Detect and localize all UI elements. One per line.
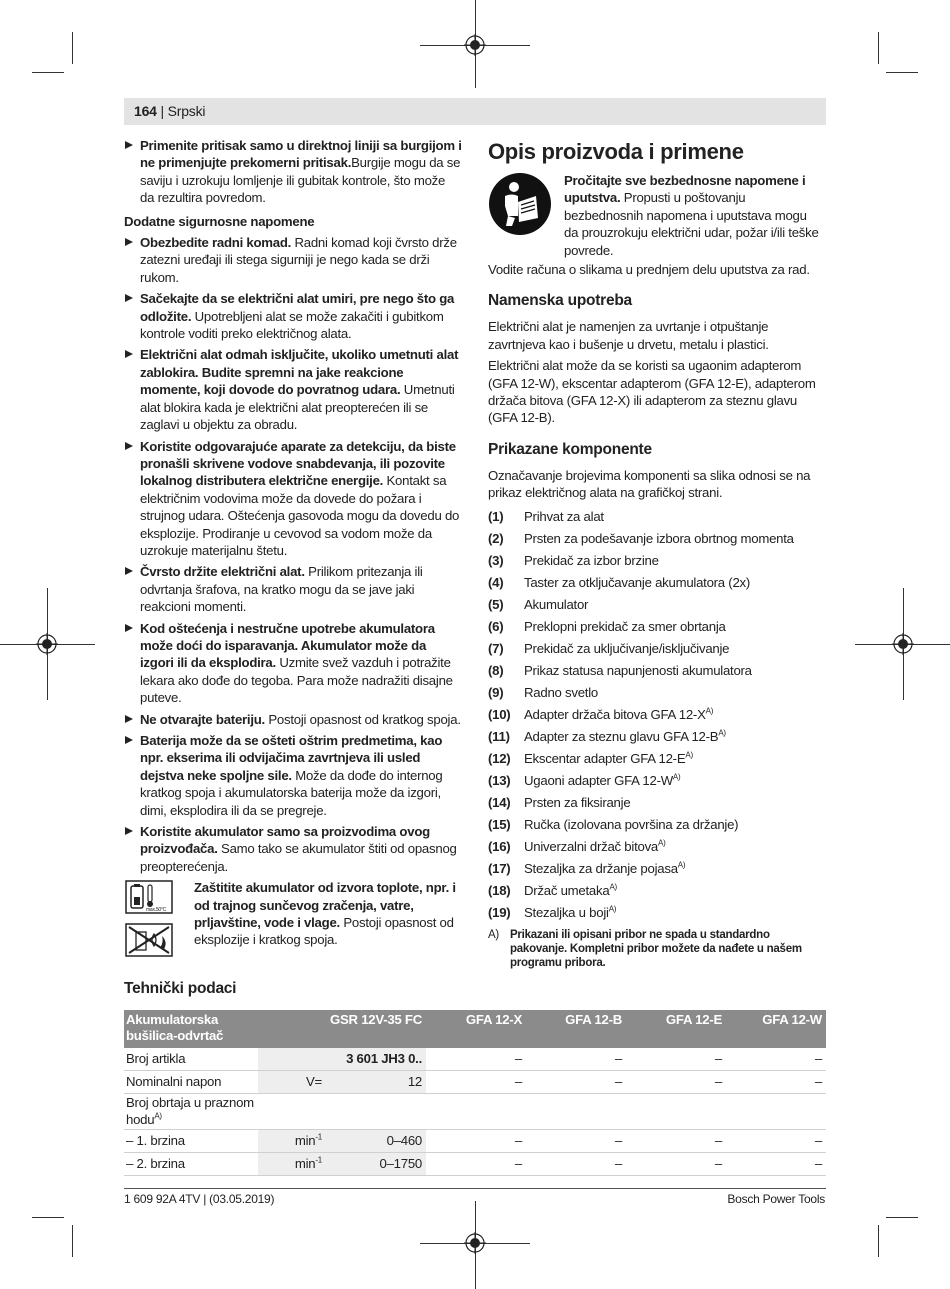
row-accessory-value: – [814, 1133, 822, 1149]
row-unit [258, 1094, 324, 1130]
components-footnote [488, 928, 823, 970]
read-manual-icon [488, 172, 552, 236]
component-number: (13) [488, 772, 511, 788]
component-item [488, 728, 823, 750]
safety-bullet [124, 711, 462, 728]
row-unit [258, 1152, 324, 1175]
row-value: 12 [324, 1071, 426, 1094]
component-item [488, 772, 823, 794]
row-accessory-value: – [514, 1156, 522, 1172]
component-item [488, 684, 823, 706]
read-warning-bold: Pročitajte sve bezbednosne napomene i uputstva. [564, 173, 806, 206]
component-number: (5) [488, 596, 504, 612]
bullet-bold: Sačekajte da se električni alat umiri, pre nego što ga odložite. [140, 291, 455, 324]
component-label-text: Taster za otključavanje akumulatora (2x) [524, 574, 751, 590]
component-label [524, 838, 666, 855]
bullet-bold: Obezbedite radni komad. [140, 235, 292, 251]
component-number: (2) [488, 530, 504, 546]
component-footnote-ref: A) [677, 860, 686, 870]
safety-bullet [124, 346, 462, 433]
row-label-text: Broj artikla [126, 1051, 186, 1067]
component-number: (18) [488, 882, 511, 898]
tech-data-body [124, 1048, 826, 1175]
bullet-text: Kontakt sa električnim vodovima može da dovede do požara i strujnog udara. Oštećenja gasovoda mogu da dovedu do eksplozije. Prodiranje u cevovod sa vodom može da uzrokuje materijalnu štetu. [140, 473, 460, 558]
component-label-text: Držač umetaka [524, 882, 610, 898]
bullet-bold: Koristite akumulator samo sa proizvodima ovog proizvođača. [140, 824, 430, 857]
component-label-text: Akumulator [524, 596, 589, 612]
row-value: 0–1750 [324, 1152, 426, 1175]
component-label [524, 706, 713, 723]
bullet-text: Samo tako se akumulator štiti od opasnog preopterećenja. [140, 841, 457, 874]
component-footnote-ref: A) [672, 772, 681, 782]
bullet-text: Umetnuti alat blokira kada je električni alat preopterećen ili se zaglavi u objektu za obradu. [140, 382, 455, 433]
component-number: (4) [488, 574, 504, 590]
intended-use-heading: Namenska upotreba [488, 292, 632, 310]
component-item [488, 618, 823, 640]
component-label [524, 728, 726, 745]
component-item [488, 816, 823, 838]
component-number: (3) [488, 552, 504, 568]
component-label [524, 816, 738, 833]
component-number: (11) [488, 728, 510, 744]
component-number: (7) [488, 640, 504, 656]
row-unit-text: V= [306, 1074, 322, 1090]
battery-temperature-icon [124, 879, 174, 915]
battery-warning-bold: Zaštitite akumulator od izvora toplote, npr. i od trajnog sunčevog zračenja, vatre, prljavštine, vode i vlage. [194, 880, 456, 931]
bullet-text: Uzmite svež vazduh i potražite lekara ako dođe do tegoba. Para može nadražiti disajne puteve. [140, 655, 453, 706]
component-label [524, 772, 680, 789]
section-subheading: Dodatne sigurnosne napomene [124, 213, 315, 229]
no-water-fire-icon [124, 922, 174, 958]
battery-warning-text [194, 879, 462, 962]
tech-data-heading: Tehnički podaci [124, 980, 237, 997]
bullet-bold: Čvrsto držite električni alat. [140, 564, 305, 580]
component-label-text: Stezaljka za držanje pojasa [524, 860, 678, 876]
registration-target-icon [464, 1232, 486, 1254]
component-label [524, 684, 598, 701]
component-label [524, 904, 616, 921]
table-header-cell: GSR 12V-35 FC [324, 1010, 426, 1048]
table-header-cell: GFA 12-B [526, 1010, 626, 1048]
component-label [524, 640, 729, 657]
component-number: (8) [488, 662, 504, 678]
page-number: 164 [134, 103, 157, 119]
component-label [524, 618, 726, 635]
row-label [124, 1048, 258, 1071]
right-column [488, 137, 823, 970]
page-header [124, 98, 826, 125]
safety-bullet [124, 290, 462, 342]
row-accessory-value: – [714, 1156, 722, 1172]
read-note: Vodite računa o slikama u prednjem delu uputstva za rad. [488, 262, 810, 278]
component-label [524, 596, 588, 613]
row-accessory-value: – [714, 1051, 722, 1067]
row-accessory-value: – [814, 1156, 822, 1172]
component-number: (14) [488, 794, 511, 810]
component-item [488, 530, 823, 552]
read-warning-text [564, 172, 823, 259]
left-column [124, 137, 462, 962]
row-label-text: – 1. brzina [126, 1133, 185, 1149]
component-label-text: Prsten za fiksiranje [524, 794, 631, 810]
component-label [524, 750, 693, 767]
footer-divider [124, 1188, 826, 1189]
row-unit-text: min [294, 1133, 316, 1149]
intended-use-paragraph: Električni alat može da se koristi sa ugaonim adapterom (GFA 12-W), ekscentar adapterom (GFA 12-E), adapterom držača bitova (GFA 12-X) ili adapterom za steznu glavu (GFA 12-B). [488, 358, 816, 426]
bullet-text: Postoji opasnost od kratkog spoja. [264, 711, 461, 727]
row-unit [258, 1071, 324, 1094]
component-number: (16) [488, 838, 511, 854]
footnote-label: A) [488, 928, 499, 941]
bullet-text: Burgije mogu da se saviju i uzrokuju lomljenje ili gubitak kontrole, što može da rezultira povredom. [140, 155, 461, 206]
row-label-text: – 2. brzina [126, 1156, 185, 1172]
page-header-text [134, 103, 205, 120]
safety-bullet [124, 438, 462, 560]
component-label [524, 662, 752, 679]
bullet-bold: Ne otvarajte bateriju. [140, 711, 265, 727]
row-accessory-value [626, 1094, 726, 1130]
battery-warning-body: Postoji opasnost od eksplozije i kratkog spoja. [194, 915, 454, 948]
component-number: (10) [488, 706, 511, 722]
header-separator: | [156, 103, 168, 119]
table-row [124, 1048, 826, 1071]
row-accessory-value [426, 1094, 526, 1130]
component-item [488, 574, 823, 596]
row-value: 3 601 JH3 0.. [324, 1048, 426, 1071]
table-header-cell: GFA 12-E [626, 1010, 726, 1048]
component-label-text: Prekidač za uključivanje/isključivanje [524, 640, 730, 656]
read-warning-body: Propusti u poštovanju bezbednosnih napomena i uputstava mogu da prouzrokuju električni udar, požar i/ili teške povrede. [564, 190, 819, 258]
bullet-text: Radni komad koji čvrsto drže zatezni uređaji ili stega sigurniji je nego kada se drži rukom. [140, 235, 457, 285]
component-item [488, 794, 823, 816]
safety-bullet [124, 823, 462, 875]
components-intro: Označavanje brojevima komponenti sa slika odnosi se na prikaz električnog alata na grafičkoj strani. [488, 467, 811, 501]
component-label-text: Adapter držača bitova GFA 12-X [524, 706, 706, 722]
component-label-text: Preklopni prekidač za smer obrtanja [524, 618, 726, 634]
registration-target-icon [36, 633, 58, 655]
row-unit-exponent: -1 [315, 1132, 322, 1142]
component-number: (17) [488, 860, 511, 876]
component-number: (1) [488, 508, 504, 524]
component-footnote-ref: A) [705, 706, 714, 716]
component-label-text: Stezaljka u boji [524, 904, 609, 920]
row-value [324, 1094, 426, 1130]
footer-brand: Bosch Power Tools [727, 1192, 825, 1206]
component-item [488, 640, 823, 662]
row-label-text: Broj obrtaja u praznom hodu [126, 1095, 254, 1128]
row-unit-exponent: -1 [315, 1155, 322, 1165]
components-list [488, 508, 823, 926]
safety-bullet [124, 620, 462, 707]
safety-bullet [124, 234, 462, 286]
component-label [524, 794, 630, 811]
row-accessory-value: – [714, 1074, 722, 1090]
component-footnote-ref: A) [609, 882, 617, 892]
row-label-text: Nominalni napon [126, 1074, 222, 1090]
row-accessory-value [726, 1094, 826, 1130]
row-label [124, 1129, 258, 1152]
component-item [488, 860, 823, 882]
row-accessory-value: – [514, 1074, 522, 1090]
component-item [488, 552, 823, 574]
row-accessory-value: – [814, 1051, 822, 1067]
component-footnote-ref: A) [658, 838, 666, 848]
component-item [488, 662, 823, 684]
table-header-cell: Akumulatorska bušilica-odvrtač [124, 1010, 258, 1048]
row-footnote-ref: A) [154, 1112, 162, 1122]
battery-warning-icons [124, 879, 180, 962]
component-label-text: Adapter za steznu glavu GFA 12-B [524, 728, 719, 744]
bullet-bold: Koristite odgovarajuće aparate za detekciju, da biste pronašli skrivene vodove snabdevanja, ili pozovite lokalnog distributera električne energije. [140, 438, 456, 489]
component-item [488, 596, 823, 618]
component-label-text: Univerzalni držač bitova [524, 838, 658, 854]
component-label-text: Ugaoni adapter GFA 12-W [524, 772, 673, 788]
component-label-text: Prikaz statusa napunjenosti akumulatora [524, 662, 752, 678]
component-footnote-ref: A) [718, 728, 726, 738]
row-unit [258, 1129, 324, 1152]
bullet-text: Upotrebljeni alat se može zakačiti i gubitkom kontrole voditi preko električnog alata. [140, 308, 444, 342]
bullet-bold: Kod oštećenja i nestručne upotrebe akumulatora može doći do isparavanja. Akumulator može da izgori ili da eksplodira. [140, 620, 435, 671]
component-label-text: Ručka (izolovana površina za držanje) [524, 816, 739, 832]
bullet-bold: Električni alat odmah isključite, ukoliko umetnuti alat zablokira. Budite spremni na jake reakcione momente, koji dovode do povratnog udara. [140, 347, 459, 398]
component-item [488, 882, 823, 904]
table-row [124, 1129, 826, 1152]
battery-warning [124, 879, 462, 962]
component-label-text: Ekscentar adapter GFA 12-E [524, 750, 686, 766]
component-number: (19) [488, 904, 511, 920]
row-unit-text: min [294, 1156, 316, 1172]
row-label [124, 1071, 258, 1094]
page-language: Srpski [167, 103, 206, 119]
component-number: (15) [488, 816, 511, 832]
row-accessory-value: – [814, 1074, 822, 1090]
row-unit [258, 1048, 324, 1071]
bullet-text: Može da dođe do internog kratkog spoja i akumulatorska baterija može da izgori, dimi, eksplodira ili da se pregreje. [140, 767, 443, 818]
component-number: (9) [488, 684, 504, 700]
row-accessory-value: – [614, 1051, 622, 1067]
row-accessory-value [526, 1094, 626, 1130]
component-number: (12) [488, 750, 511, 766]
table-row [124, 1152, 826, 1175]
row-accessory-value: – [614, 1133, 622, 1149]
safety-bullet [124, 732, 462, 819]
component-label-text: Prihvat za alat [524, 508, 604, 524]
table-header-cell: GFA 12-X [426, 1010, 526, 1048]
component-label-text: Radno svetlo [524, 684, 598, 700]
registration-target-icon [464, 34, 486, 56]
component-item [488, 750, 823, 772]
row-accessory-value: – [514, 1051, 522, 1067]
component-label-text: Prsten za podešavanje izbora obrtnog momenta [524, 530, 794, 546]
table-header-cell [258, 1010, 324, 1048]
row-label [124, 1152, 258, 1175]
table-header-cell: GFA 12-W [726, 1010, 826, 1048]
read-instructions-warning [488, 172, 823, 259]
footer-doc-id: 1 609 92A 4TV | (03.05.2019) [124, 1192, 275, 1206]
component-label-text: Prekidač za izbor brzine [524, 552, 659, 568]
row-accessory-value: – [614, 1074, 622, 1090]
row-accessory-value: – [714, 1133, 722, 1149]
table-row [124, 1071, 826, 1094]
component-footnote-ref: A) [685, 750, 693, 760]
row-value: 0–460 [324, 1129, 426, 1152]
component-item [488, 904, 823, 926]
component-number: (6) [488, 618, 504, 634]
bullet-bold: Baterija može da se ošteti oštrim predmetima, kao npr. ekserima ili odvijačima zavrtnjeva ili usled dejstva neke spoljne sile. [140, 733, 443, 783]
component-item [488, 838, 823, 860]
bullet-bold: Primenite pritisak samo u direktnoj liniji sa burgijom i ne primenjujte prekomerni pritisak. [140, 138, 462, 171]
row-accessory-value: – [514, 1133, 522, 1149]
component-label [524, 530, 794, 547]
component-label [524, 508, 604, 525]
component-item [488, 508, 823, 530]
row-label [124, 1094, 258, 1130]
component-item [488, 706, 823, 728]
row-accessory-value: – [614, 1156, 622, 1172]
components-heading: Prikazane komponente [488, 440, 652, 458]
bullet-text: Prilikom pritezanja ili odvrtanja šrafova, na kratko mogu da se jave jaki reakcioni momenti. [140, 564, 423, 615]
battery-temp-label: max.50°C [146, 907, 167, 914]
component-label [524, 552, 659, 569]
table-row [124, 1094, 826, 1130]
safety-bullet [124, 137, 462, 207]
component-footnote-ref: A) [608, 904, 617, 914]
footnote-text: Prikazani ili opisani pribor ne spada u standardno pakovanje. Kompletni pribor možete da nađete u našem programu pribora. [510, 928, 802, 969]
section-title: Opis proizvoda i primene [488, 139, 744, 164]
table-header-row [124, 1010, 826, 1048]
component-label [524, 860, 685, 877]
component-label [524, 882, 617, 899]
component-label [524, 574, 750, 591]
tech-data-table [124, 1010, 826, 1176]
intended-use-paragraph: Električni alat je namenjen za uvrtanje i otpuštanje zavrtnjeva kao i bušenje u drvetu, metalu i plastici. [488, 319, 769, 352]
safety-bullet [124, 563, 462, 615]
registration-target-icon [892, 633, 914, 655]
